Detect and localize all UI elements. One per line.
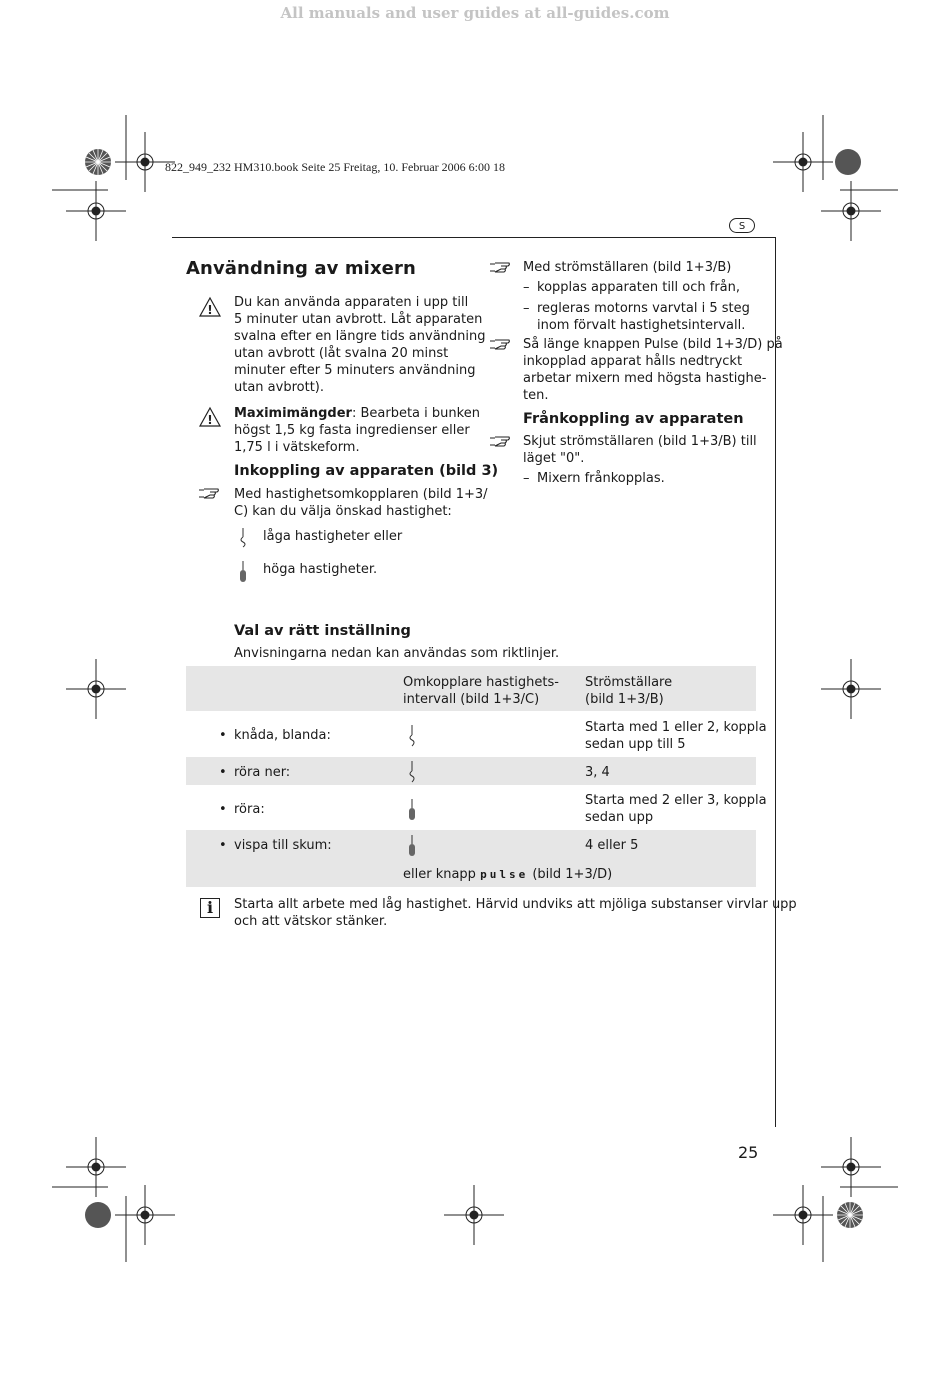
max-quantity-text: Maximimängder: Bearbeta i bunken högst 1,5 kg fasta ingredienser eller 1,75 l i vätskeform. (234, 406, 480, 455)
warning-icon (198, 296, 222, 318)
disconnect-instruction: Skjut strömställaren (bild 1+3/B) till läget "0". (523, 434, 757, 466)
pulse-button-label: pulse (480, 868, 529, 881)
svg-text:!: ! (207, 303, 213, 317)
section-heading-disconnect: Frånkoppling av apparaten (523, 411, 744, 427)
column-header-range: Omkopplare hastighets- intervall (bild 1+3/C) (403, 675, 559, 707)
settings-intro: Anvisningarna nedan kan användas som riktlinjer. (234, 646, 560, 661)
dough-hook-icon (237, 527, 249, 549)
switch-instruction: Med strömställaren (bild 1+3/B) (523, 260, 732, 275)
warning-icon (198, 406, 222, 428)
low-speed-text: låga hastigheter eller (263, 529, 403, 544)
pulse-instruction: Så länge knappen Pulse (bild 1+3/D) på inkopplad apparat hålls nedtryckt arbetar mixern med högsta hastighe- ten. (523, 337, 783, 403)
bullet: • (219, 728, 227, 743)
dash-item: – Mixern frånkopplas. (523, 471, 665, 486)
table-row-label: knåda, blanda: (234, 728, 331, 743)
warning-text: Du kan använda apparaten i upp till 5 minuter utan avbrott. Låt apparaten svalna efter en längre tids användning utan avbrott (låt svalna 20 minst minuter efter 5 minuters användning utan avbrott). (234, 295, 486, 395)
pointing-hand-icon (198, 486, 220, 500)
dough-hook-icon (406, 760, 418, 784)
bullet: • (219, 838, 227, 853)
section-heading-connect: Inkoppling av apparaten (bild 3) (234, 463, 499, 479)
column-header-switch: Strömställare (bild 1+3/B) (585, 675, 673, 707)
table-row-label: röra: (234, 802, 265, 817)
info-icon: i (200, 898, 220, 918)
dash-item: – kopplas apparaten till och från, (523, 280, 741, 295)
table-header-row (186, 666, 756, 711)
table-row-value: 4 eller 5 (585, 838, 639, 853)
bullet: • (219, 765, 227, 780)
table-row-value: Starta med 1 eller 2, koppla sedan upp till 5 (585, 720, 767, 752)
dash-item: – regleras motorns varvtal i 5 steg inom förvalt hastighetsintervall. (523, 301, 750, 333)
speed-instruction: Med hastighetsomkopplaren (bild 1+3/ C) kan du välja önskad hastighet: (234, 487, 488, 519)
svg-text:!: ! (207, 413, 213, 427)
language-badge: S (729, 218, 755, 233)
settings-heading: Val av rätt inställning (234, 623, 411, 639)
dough-hook-icon (406, 724, 418, 748)
book-info-line: 822_949_232 HM310.book Seite 25 Freitag, 10. Februar 2006 6:00 18 (165, 160, 505, 174)
pulse-alternative: eller knapp pulse (bild 1+3/D) (403, 867, 613, 882)
pointing-hand-icon (489, 337, 511, 351)
pointing-hand-icon (489, 260, 511, 274)
header-rule (172, 237, 776, 238)
whisk-icon (406, 798, 418, 822)
table-row-value: 3, 4 (585, 765, 610, 780)
table-row-label: röra ner: (234, 765, 291, 780)
table-row-value: Starta med 2 eller 3, koppla sedan upp (585, 793, 767, 825)
whisk-icon (406, 834, 418, 858)
table-row-label: vispa till skum: (234, 838, 332, 853)
note-text: Starta allt arbete med låg hastighet. Härvid undviks att mjöliga substanser virvlar upp och att vätskor stänker. (234, 897, 797, 929)
bullet: • (219, 802, 227, 817)
watermark: All manuals and user guides at all-guides.com (280, 4, 670, 22)
page-number: 25 (738, 1143, 759, 1162)
page-title: Användning av mixern (186, 258, 416, 279)
pointing-hand-icon (489, 434, 511, 448)
whisk-icon (237, 560, 249, 584)
high-speed-text: höga hastigheter. (263, 562, 378, 577)
